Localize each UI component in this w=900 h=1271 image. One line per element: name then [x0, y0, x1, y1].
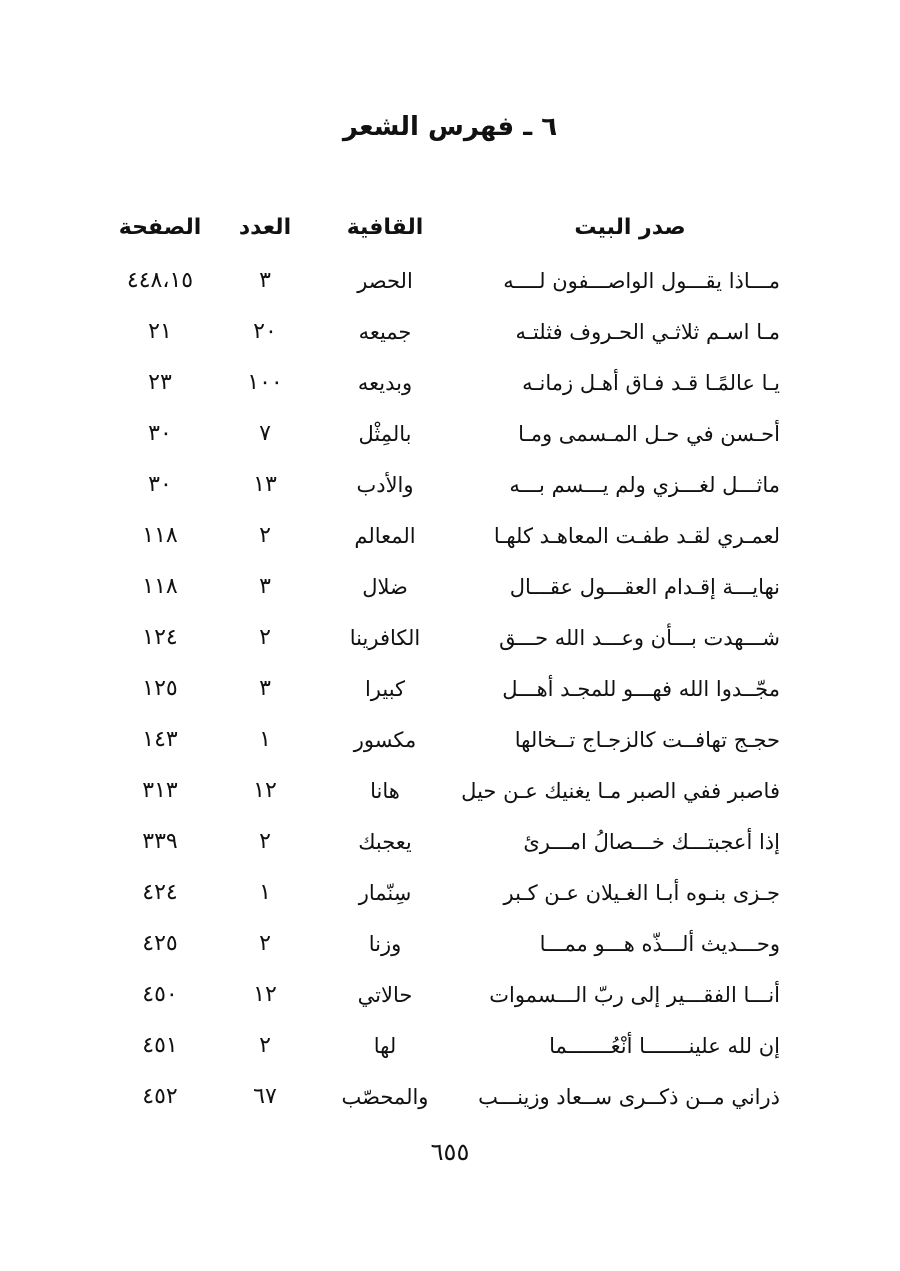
rhyme-cell: هانا [370, 778, 400, 803]
table-row [100, 969, 800, 1020]
count-cell: ٦٧ [253, 1084, 277, 1109]
page-cell: ١٢٤ [142, 625, 178, 650]
rhyme-cell: بالمِثْل [358, 421, 412, 446]
verse-cell: حجـج تهافــت كالزجـاج تــخالها [514, 727, 780, 752]
count-cell: ١ [259, 727, 271, 752]
page-cell: ٣٠ [148, 472, 172, 497]
table-header-row [100, 205, 800, 249]
page-number: ٦٥٥ [430, 1138, 470, 1166]
table-row [100, 459, 800, 510]
page-cell: ١١٨ [142, 574, 178, 599]
table-row [100, 408, 800, 459]
verse-cell: لعمـري لقـد طفـت المعاهـد كلهـا [493, 523, 780, 548]
count-cell: ١ [259, 880, 271, 905]
verse-cell: أنـــا الفقـــير إلى ربّ الـــسموات [489, 982, 780, 1007]
table-row [100, 714, 800, 765]
table-row [100, 1020, 800, 1071]
page-cell: ٣٠ [148, 421, 172, 446]
table-row [100, 867, 800, 918]
table-row [100, 561, 800, 612]
page-cell: ٤٥٢ [142, 1084, 178, 1109]
table-row [100, 1071, 800, 1122]
page-cell: ٣٣٩ [142, 829, 178, 854]
verse-cell: شـــهدت بـــأن وعـــد الله حـــق [499, 625, 780, 650]
page-title: ٦ ـ فهرس الشعر [342, 112, 558, 142]
rhyme-cell: كبيرا [364, 676, 406, 701]
table-row [100, 306, 800, 357]
rhyme-cell: مكسور [353, 727, 417, 752]
verse-cell: مجّــدوا الله فهـــو للمجـد أهـــل [502, 676, 780, 701]
rhyme-cell: الكافرينا [349, 625, 421, 650]
page-cell: ٢٣ [148, 370, 172, 395]
count-cell: ٢ [259, 1033, 271, 1058]
rhyme-cell: يعجبك [358, 829, 412, 854]
table-row [100, 816, 800, 867]
verse-cell: مـــاذا يقـــول الواصـــفون لــــه [503, 268, 780, 293]
column-header-verse: صدر البيت [574, 214, 686, 240]
verse-cell: أحـسن في حـل المـسمى ومـا [518, 421, 780, 446]
count-cell: ١٣ [253, 472, 277, 497]
page-cell: ٤٢٥ [142, 931, 178, 956]
count-cell: ٧ [259, 421, 271, 446]
count-cell: ٣ [259, 268, 271, 293]
table-row [100, 249, 800, 306]
rhyme-cell: والمحصّب [341, 1084, 429, 1109]
count-cell: ٣ [259, 676, 271, 701]
count-cell: ٢ [259, 625, 271, 650]
count-cell: ١٠٠ [247, 370, 283, 395]
verse-cell: يـا عالمًـا قـد فـاق أهـل زمانـه [522, 370, 780, 395]
verse-cell: إذا أعجبتـــك خـــصالُ امـــرئ [523, 829, 780, 854]
verse-cell: إن لله علينـــــــا أنْعُـــــــما [549, 1033, 780, 1058]
column-header-count: العدد [238, 214, 292, 240]
count-cell: ٢ [259, 829, 271, 854]
rhyme-cell: الحصر [357, 268, 413, 293]
verse-cell: نهايـــة إقـدام العقـــول عقـــال [509, 574, 780, 599]
verse-cell: جـزى بنـوه أبـا الغـيلان عـن كـبر [503, 880, 780, 905]
verse-cell: ذراني مــن ذكــرى ســعاد وزينـــب [478, 1084, 780, 1109]
rhyme-cell: لها [373, 1033, 397, 1058]
rhyme-cell: ضلال [362, 574, 408, 599]
table-row [100, 612, 800, 663]
verse-cell: ماثـــل لغـــزي ولم يـــسم بـــه [509, 472, 780, 497]
count-cell: ١٢ [253, 982, 277, 1007]
page-cell: ١٤٣ [142, 727, 178, 752]
column-header-page: الصفحة [118, 214, 202, 240]
table-row [100, 357, 800, 408]
poetry-index-table [100, 205, 800, 1122]
rhyme-cell: والأدب [356, 472, 414, 497]
count-cell: ٢ [259, 931, 271, 956]
page-cell: ١١٨ [142, 523, 178, 548]
verse-cell: فاصبر ففي الصبر مـا يغنيك عـن حيل [461, 778, 780, 803]
page-cell: ٣١٣ [142, 778, 178, 803]
page-cell: ٤٥٠ [142, 982, 178, 1007]
rhyme-cell: وزنا [368, 931, 402, 956]
table-row [100, 765, 800, 816]
count-cell: ٢ [259, 523, 271, 548]
table-row [100, 510, 800, 561]
page-cell: ١٢٥ [142, 676, 178, 701]
rhyme-cell: جميعه [358, 319, 412, 344]
verse-cell: وحـــديث ألـــذّه هـــو ممـــا [539, 931, 780, 956]
count-cell: ٣ [259, 574, 271, 599]
count-cell: ٢٠ [253, 319, 277, 344]
rhyme-cell: سِنّمار [358, 880, 412, 905]
page-cell: ٤٢٤ [142, 880, 178, 905]
page-cell: ٤٥١ [142, 1033, 178, 1058]
table-row [100, 918, 800, 969]
rhyme-cell: حالاتي [357, 982, 413, 1007]
page-cell: ٢١ [148, 319, 172, 344]
count-cell: ١٢ [253, 778, 277, 803]
column-header-rhyme: القافية [346, 214, 424, 240]
table-row [100, 663, 800, 714]
rhyme-cell: وبديعه [357, 370, 413, 395]
page-cell: ٤٤٨،١٥ [126, 268, 194, 293]
rhyme-cell: المعالم [354, 523, 416, 548]
verse-cell: مـا اسـم ثلاثـي الحـروف فثلتـه [515, 319, 780, 344]
